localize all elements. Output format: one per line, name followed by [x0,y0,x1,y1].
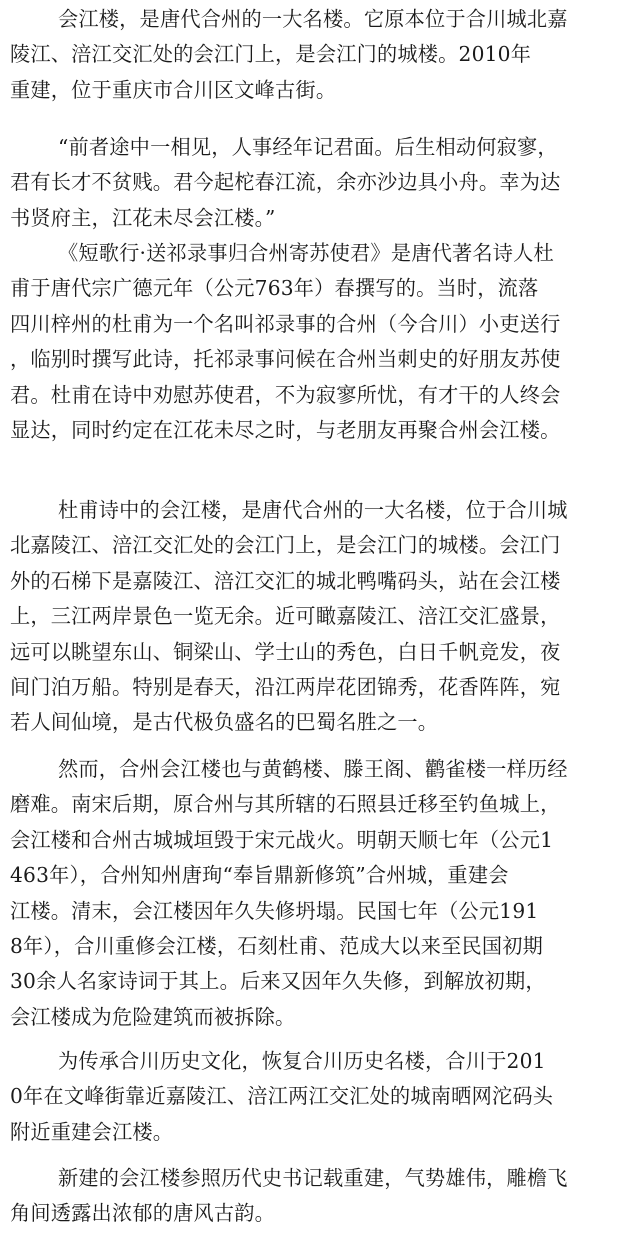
text-line: 甫于唐代宗广德元年（公元763年）春撰写的。当时，流落 [10,276,539,301]
text-line: 重建，位于重庆市合川区文峰古街。 [10,77,337,102]
text-line: 30余人名家诗词于其上。后来又因年久失修，到解放初期， [10,969,546,994]
text-line: 角间透露出浓郁的唐风古韵。 [10,1201,276,1226]
text-line: 会江楼成为危险建筑而被拆除。 [10,1004,296,1029]
text-line: 显达，同时约定在江花未尽之时，与老朋友再聚合州会江楼。 [10,418,561,443]
paragraph-tower-scenery [10,493,632,741]
text-line: 会江楼，是唐代合州的一大名楼。它原本位于合川城北嘉 [58,7,568,31]
text-line: 然而，合州会江楼也与黄鹤楼、滕王阁、鹳雀楼一样历经 [58,757,568,781]
text-line: 8年），合川重修会江楼，石刻杜甫、范成大以来至民国初期 [10,934,544,959]
text-line: 若人间仙境，是古代极负盛名的巴蜀名胜之一。 [10,710,439,735]
paragraph-new-building [10,1161,632,1232]
text-line: “前者途中一相见，人事经年记君面。后生相动何寂寥， [58,135,558,159]
text-line: 杜甫诗中的会江楼，是唐代合州的一大名楼，位于合川城 [58,498,568,522]
text-line: 磨难。南宋后期，原合州与其所辖的石照县迁移至钓鱼城上， [10,792,561,817]
paragraph-poem-quote [10,130,632,236]
paragraph-poem-background [10,236,632,448]
text-line: 0年在文峰街靠近嘉陵江、涪江两江交汇处的城南晒网沱码头 [10,1084,554,1109]
paragraph-reconstruction [10,1044,632,1150]
text-line: 《短歌行·送祁录事归合州寄苏使君》是唐代著名诗人杜 [58,241,554,265]
text-line: 上，三江两岸景色一览无余。近可瞰嘉陵江、涪江交汇盛景， [10,604,561,629]
paragraph-history [10,752,632,1035]
text-line: 北嘉陵江、涪江交汇处的会江门上，是会江门的城楼。会江门 [10,533,561,558]
text-line: 四川梓州的杜甫为一个名叫祁录事的合州（今合川）小吏送行 [10,311,561,336]
text-line: 君有长才不贫贱。君今起柁春江流，余亦沙边具小舟。幸为达 [10,170,561,195]
text-line: ，临别时撰写此诗，托祁录事问候在合州当刺史的好朋友苏使 [10,347,561,372]
text-line: 陵江、涪江交汇处的会江门上，是会江门的城楼。2010年 [10,42,532,67]
text-line: 间门泊万船。特别是春天，沿江两岸花团锦秀，花香阵阵，宛 [10,675,561,700]
text-line: 会江楼和合州古城城垣毁于宋元战火。明朝天顺七年（公元1 [10,827,554,852]
text-line: 463年），合州知州唐珣“奉旨鼎新修筑”合州城，重建会 [10,863,509,888]
text-line: 君。杜甫在诗中劝慰苏使君，不为寂寥所忧，有才干的人终会 [10,382,561,407]
text-line: 外的石梯下是嘉陵江、涪江交汇的城北鸭嘴码头，站在会江楼 [10,568,561,593]
text-line: 新建的会江楼参照历代史书记载重建，气势雄伟，雕檐飞 [58,1166,568,1190]
text-line: 书贤府主，江花未尽会江楼。” [10,205,276,230]
text-line: 远可以眺望东山、铜梁山、学士山的秀色，白日千帆竞发，夜 [10,639,561,664]
text-line: 江楼。清末，会江楼因年久失修坍塌。民国七年（公元191 [10,898,539,923]
paragraph-intro [10,2,632,108]
text-line: 为传承合川历史文化，恢复合川历史名楼，合川于201 [58,1049,546,1073]
text-line: 附近重建会江楼。 [10,1119,174,1144]
